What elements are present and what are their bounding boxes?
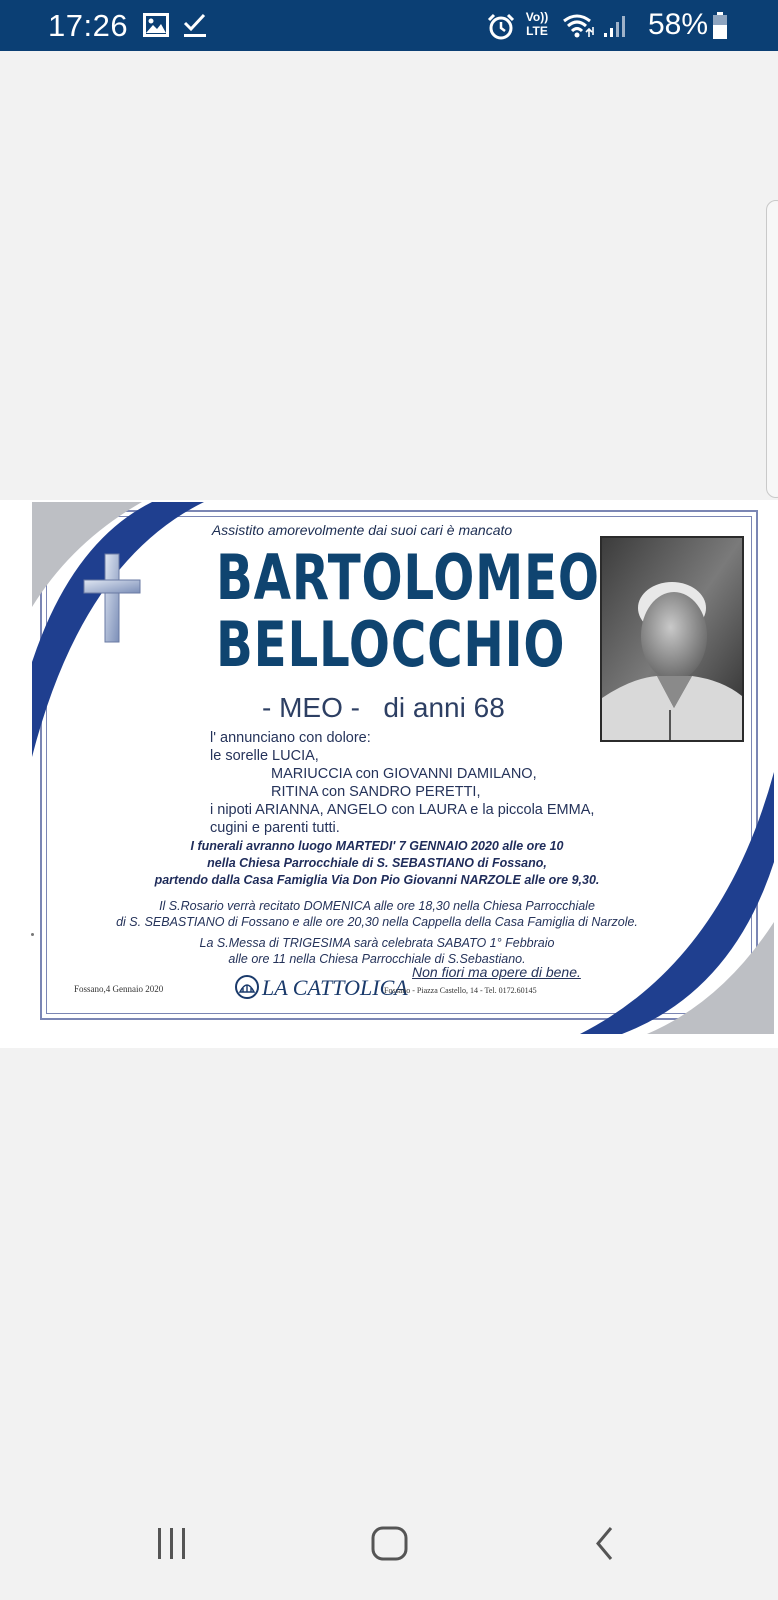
rosary-line: Il S.Rosario verrà recitato DOMENICA alle ore 18,30 nella Chiesa Parrocchiale [159, 899, 595, 913]
wifi-icon [562, 13, 596, 39]
image-viewer[interactable] [0, 500, 778, 1048]
family-line: RITINA con SANDRO PERETTI, [271, 784, 481, 800]
obituary-notice [32, 502, 774, 1034]
volte-bottom: LTE [526, 24, 548, 38]
scroll-handle[interactable] [766, 200, 778, 498]
volte-top: Vo)) [525, 10, 549, 24]
portrait-photo [600, 536, 744, 742]
age: di anni 68 [383, 692, 505, 723]
clock: 17:26 [48, 8, 129, 43]
family-line: cugini e parenti tutti. [210, 820, 340, 836]
funeral-home-logo [234, 974, 408, 1005]
flowers-note: Non fiori ma opere di bene. [412, 964, 581, 980]
family-line: le sorelle LUCIA, [210, 748, 319, 764]
mass-details [92, 935, 662, 967]
funeral-line: partendo dalla Casa Famiglia Via Don Pio Giovanni NARZOLE alle ore 9,30. [154, 873, 600, 887]
status-bar [0, 0, 778, 51]
notice-subtitle: Assistito amorevolmente dai suoi cari è mancato [211, 522, 513, 538]
funeral-details [92, 838, 662, 889]
battery-percent: 58% [648, 8, 709, 41]
family-line: i nipoti ARIANNA, ANGELO con LAURA e la piccola EMMA, [210, 802, 595, 818]
funeral-home-emblem-icon [234, 974, 260, 1000]
back-icon[interactable] [592, 1524, 622, 1564]
rosary-line: di S. SEBASTIANO di Fossano e alle ore 20,30 nella Cappella della Casa Famiglia di Narzole. [116, 915, 638, 929]
last-name: BELLOCCHIO [216, 608, 566, 681]
volte-icon [522, 10, 552, 38]
funeral-home-address: Fossano - Piazza Castello, 14 - Tel. 0172.60145 [384, 986, 537, 995]
first-name: BARTOLOMEO [216, 541, 600, 614]
funeral-home-name: LA CATTOLICA [262, 975, 408, 1000]
navigation-bar [0, 1502, 778, 1600]
family-line: MARIUCCIA con GIOVANNI DAMILANO, [271, 766, 537, 782]
mass-line: alle ore 11 nella Chiesa Parrocchiale di S.Sebastiano. [228, 952, 526, 966]
funeral-line: I funerali avranno luogo MARTEDI' 7 GENNAIO 2020 alle ore 10 [190, 839, 564, 853]
speck [31, 933, 34, 936]
battery-icon [712, 12, 728, 40]
gallery-icon [143, 13, 169, 37]
cross-icon [82, 552, 142, 644]
nickname: - MEO - [262, 692, 360, 723]
family-announcement [210, 729, 594, 837]
recent-apps-icon[interactable] [155, 1524, 189, 1564]
home-icon[interactable] [370, 1524, 410, 1564]
signal-icon [602, 13, 628, 39]
funeral-line: nella Chiesa Parrocchiale di S. SEBASTIANO di Fossano, [207, 856, 547, 870]
nickname-age-line [262, 692, 505, 724]
alarm-icon [487, 13, 515, 41]
rosary-details [92, 898, 662, 930]
mass-line: La S.Messa di TRIGESIMA sarà celebrata SABATO 1° Febbraio [199, 936, 555, 950]
checkmark-icon [183, 13, 207, 39]
place-date: Fossano,4 Gennaio 2020 [74, 984, 164, 994]
family-intro: l' annunciano con dolore: [210, 730, 371, 746]
